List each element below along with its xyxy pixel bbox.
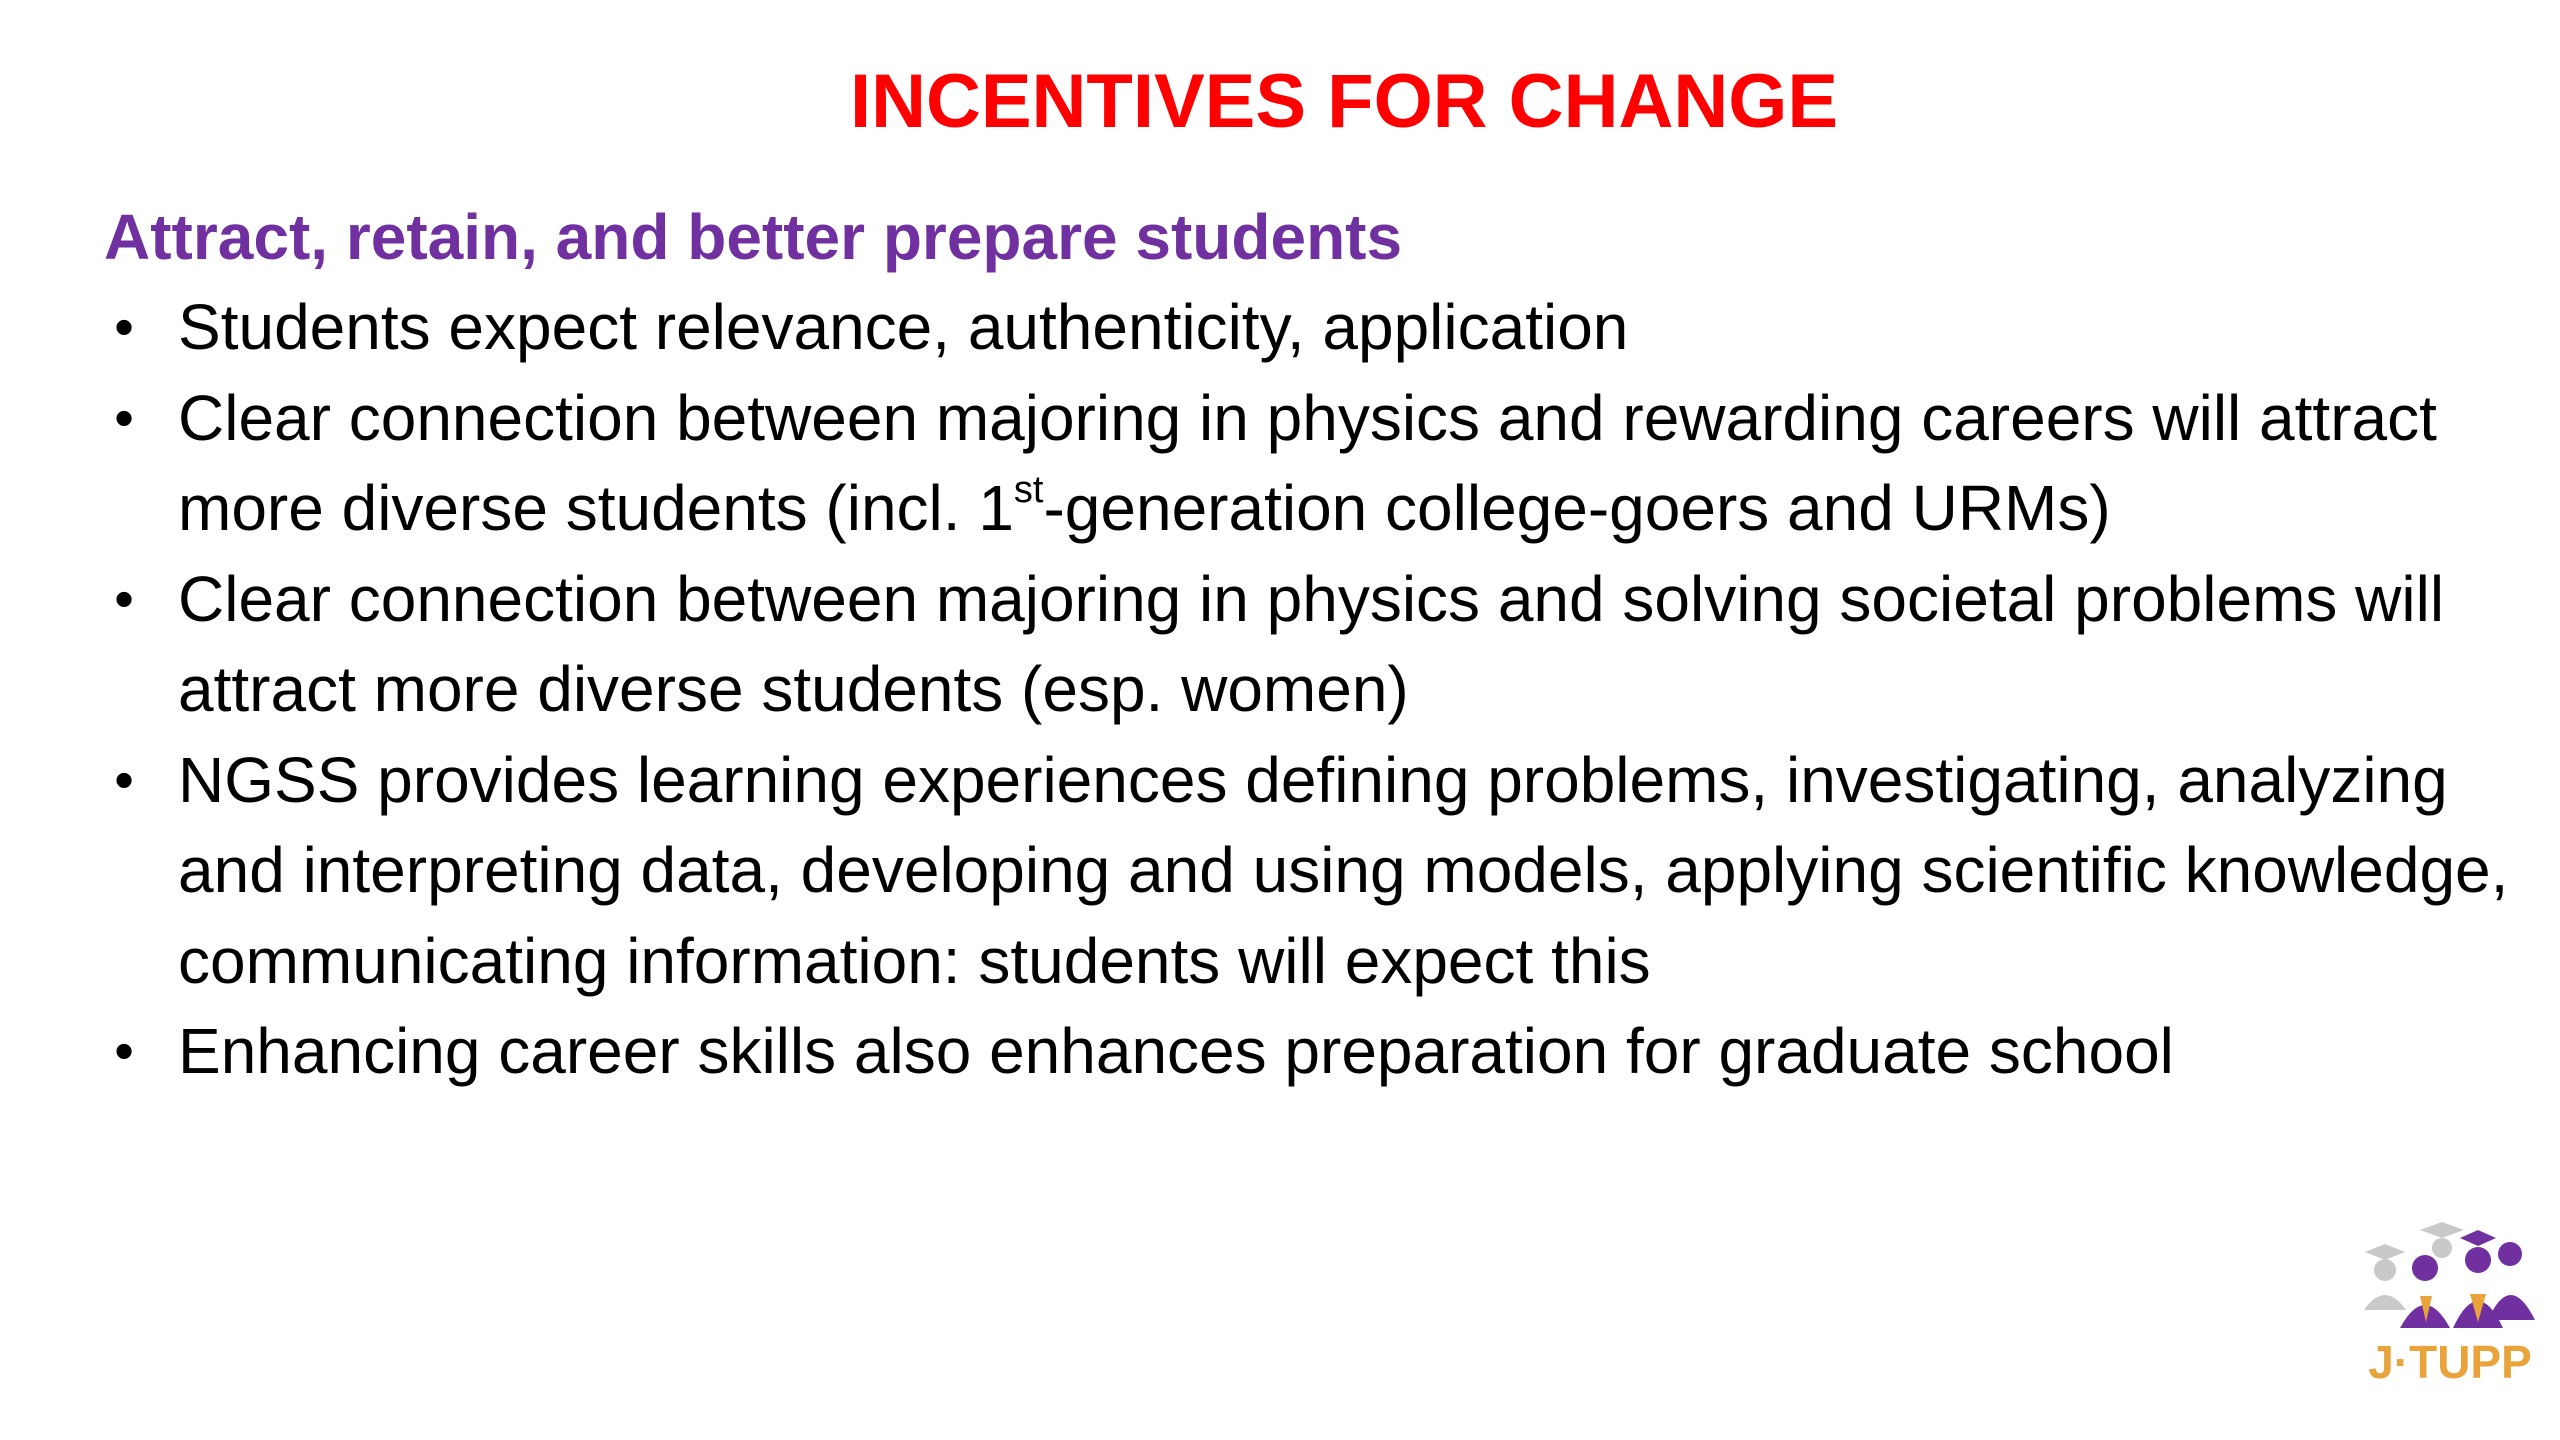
jtupp-logo <box>2350 1210 2550 1410</box>
bullet-dot-icon: • <box>114 1019 134 1082</box>
bullet-item <box>104 735 2544 1007</box>
bullet-text: Clear connection between majoring in physics and solving societal problems will attract more diverse students (esp. women) <box>178 562 2445 725</box>
graduates-logo-icon <box>2350 1210 2550 1410</box>
bullet-dot-icon: • <box>114 385 134 449</box>
bullet-text-part: -generation college-goers and URMs) <box>1043 472 2111 544</box>
slide-title: INCENTIVES FOR CHANGE <box>849 59 1839 144</box>
logo-text: J·TUPP <box>2368 1336 2532 1388</box>
bullet-dot-icon: • <box>114 566 134 630</box>
bullet-dot-icon: • <box>114 747 134 811</box>
bullet-text-part: Clear connection between majoring in physics and rewarding careers will attract more diverse students (incl. 1 <box>178 381 2437 544</box>
bullet-text: Students expect relevance, authenticity, application <box>178 291 1629 363</box>
bullet-dot-icon: • <box>114 295 134 358</box>
bullet-item <box>104 282 2544 373</box>
ordinal-superscript: st <box>1013 468 1044 511</box>
bullet-list <box>104 282 2544 1097</box>
bullet-text: NGSS provides learning experiences defining problems, investigating, analyzing and interpreting data, developing and using models, applying scientific knowledge, communicating information: students will expect this <box>178 743 2509 997</box>
bullet-text: Enhancing career skills also enhances preparation for graduate school <box>178 1015 2174 1087</box>
bullet-item <box>104 1006 2544 1097</box>
slide-subtitle: Attract, retain, and better prepare students <box>104 201 1403 273</box>
bullet-item <box>104 554 2544 735</box>
bullet-item <box>104 373 2544 554</box>
